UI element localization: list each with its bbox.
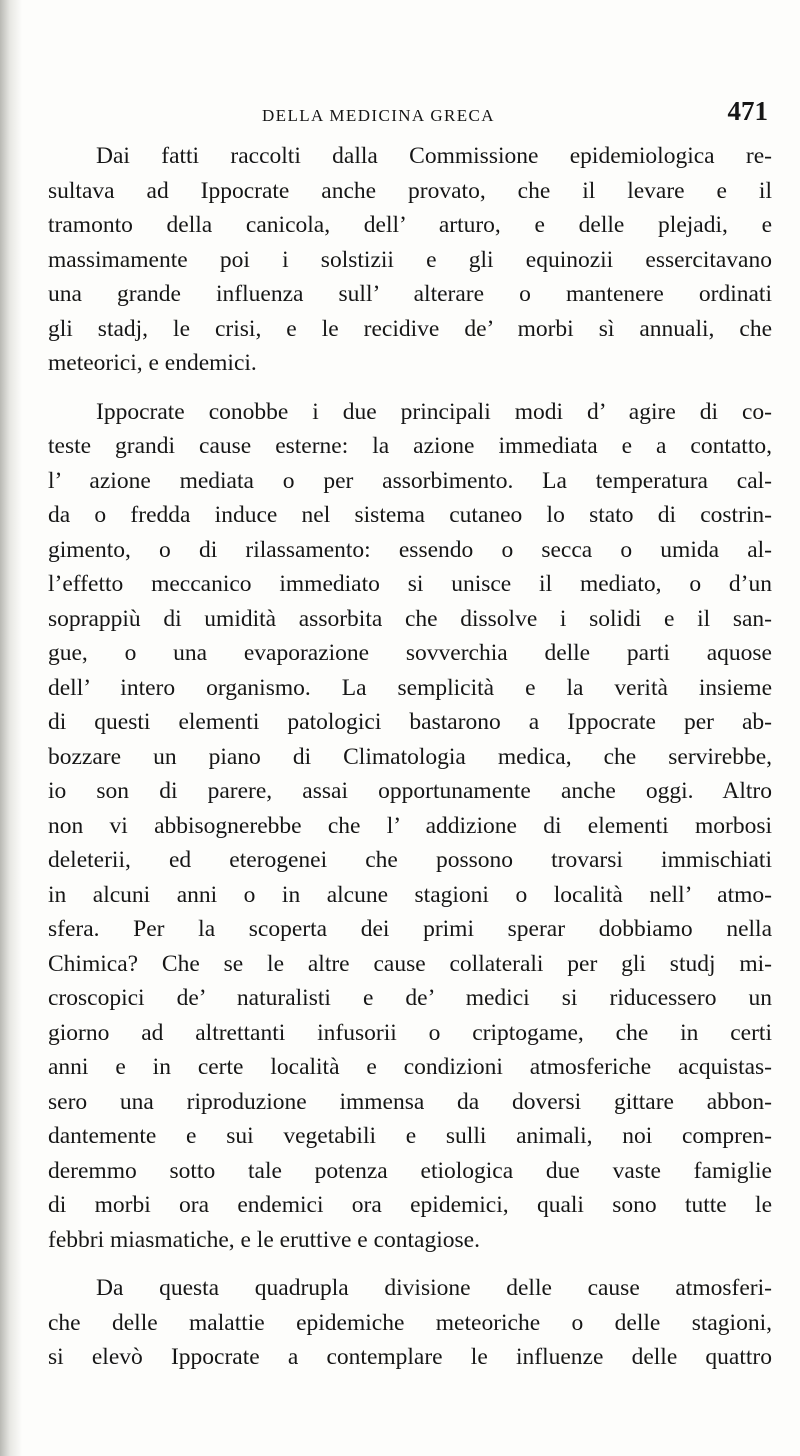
text-line: non vi abbisognerebbe che l’ addizione di elementi morbosi [48,812,772,839]
text-line: l’ azione mediata o per assorbimento. La temperatura cal- [48,467,772,494]
text-line: dantemente e sui vegetabili e sulli animali, noi compren- [48,1123,772,1149]
text-line: io son di parere, assai opportunamente anche oggi. Altro [48,778,772,804]
text-line: Da questa quadrupla divisione delle cause atmosferi- [96,1275,772,1301]
text-line: da o fredda induce nel sistema cutaneo lo stato di costrin- [48,502,772,528]
page-header [48,96,770,136]
text-line: Chimica? Che se le altre cause collaterali per gli studj mi- [48,950,772,977]
text-line: bozzare un piano di Climatologia medica, che servirebbe, [48,743,772,770]
binding-shadow [0,0,22,1456]
text-line: di questi elementi patologici bastarono a Ippocrate per ab- [48,709,772,735]
paragraph-1 [48,139,772,381]
text-line: Ippocrate conobbe i due principali modi d’ agire di co- [96,398,772,425]
paragraph-gap [48,381,772,395]
text-line: teste grandi cause esterne: la azione immediata e a contatto, [48,433,772,459]
text-line: gli stadj, le crisi, e le recidive de’ morbi sì annuali, che [48,315,772,342]
text-line: Dai fatti raccolti dalla Commissione epidemiologica re- [96,143,772,169]
running-head: DELLA MEDICINA GRECA [262,106,495,125]
body-text [48,139,772,1375]
text-line: dell’ intero organismo. La semplicità e la verità insieme [48,674,772,701]
paragraph-3 [48,1271,772,1375]
text-line: meteorici, e endemici. [48,350,257,376]
text-line: che delle malattie epidemiche meteoriche o delle stagioni, [48,1309,772,1336]
text-line: soprappiù di umidità assorbita che dissolve i solidi e il san- [48,605,772,632]
text-line: sero una riproduzione immensa da doversi gittare abbon- [48,1088,772,1115]
text-line: anni e in certe località e condizioni atmosferiche acquistas- [48,1054,772,1080]
text-line: tramonto della canicola, dell’ arturo, e delle plejadi, e [48,212,772,238]
paragraph-gap [48,1257,772,1271]
paragraph-2 [48,395,772,1258]
text-line: si elevò Ippocrate a contemplare le influenze delle quattro [48,1344,772,1370]
text-line: l’effetto meccanico immediato si unisce il mediato, o d’un [48,571,772,597]
text-line: gimento, o di rilassamento: essendo o secca o umida al- [48,536,772,563]
text-line: croscopici de’ naturalisti e de’ medici si riducessero un [48,985,772,1011]
page-number: 471 [727,96,768,126]
text-line: sultava ad Ippocrate anche provato, che il levare e il [48,177,772,204]
text-line: febbri miasmatiche, e le eruttive e contagiose. [48,1226,480,1253]
text-line: una grande influenza sull’ alterare o mantenere ordinati [48,281,772,307]
text-line: di morbi ora endemici ora epidemici, quali sono tutte le [48,1192,772,1218]
text-line: massimamente poi i solstizii e gli equinozii essercitavano [48,246,772,273]
text-line: in alcuni anni o in alcune stagioni o località nell’ atmo- [48,881,772,908]
text-line: sfera. Per la scoperta dei primi sperar dobbiamo nella [48,916,772,942]
text-line: giorno ad altrettanti infusorii o criptogame, che in certi [48,1019,772,1046]
text-line: deleterii, ed eterogenei che possono trovarsi immischiati [48,847,772,873]
text-line: gue, o una evaporazione sovverchia delle parti aquose [48,640,772,666]
text-line: deremmo sotto tale potenza etiologica due vaste famiglie [48,1157,772,1184]
